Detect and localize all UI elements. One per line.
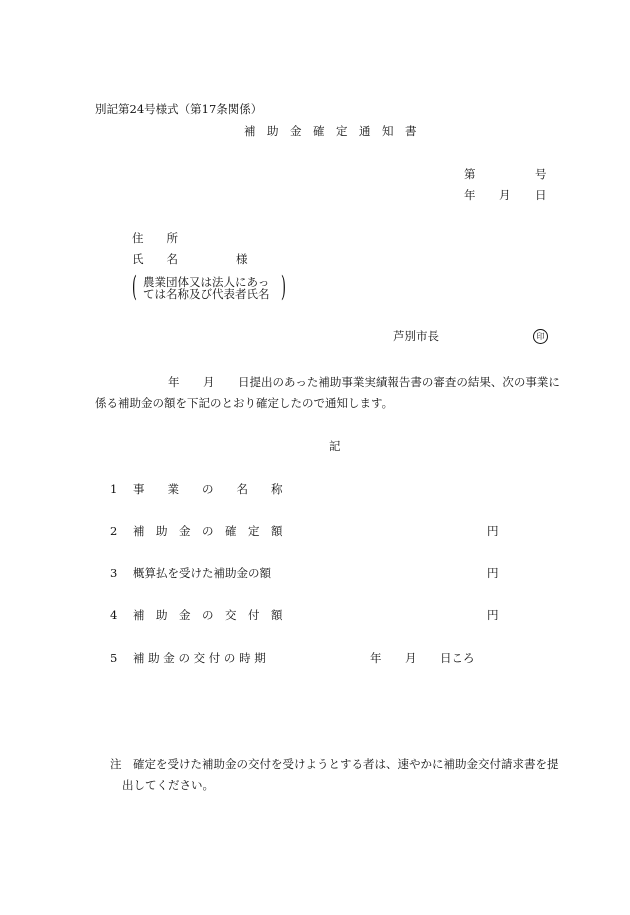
form-number-header: 別記第24号様式（第17条関係） xyxy=(95,102,263,116)
date-year: 年 xyxy=(464,188,476,202)
item-number: 3 xyxy=(110,566,118,580)
item-label: 補 助 金 の 交 付 額 xyxy=(133,608,283,622)
item-number: 1 xyxy=(110,482,118,496)
seal-icon: 印 xyxy=(533,329,548,344)
note-line-1: 農業団体又は法人にあっ xyxy=(143,275,270,289)
item-number: 4 xyxy=(110,608,118,622)
close-paren: ) xyxy=(281,270,286,303)
issuer-title: 芦別市長 xyxy=(393,329,439,343)
item-unit-yen: 円 xyxy=(487,524,499,538)
item-number: 2 xyxy=(110,524,118,538)
item-unit-yen: 円 xyxy=(487,566,499,580)
open-paren: ( xyxy=(132,270,137,303)
note-line-2: ては名称及び代表者氏名 xyxy=(143,287,270,301)
reference-go: 号 xyxy=(535,167,547,181)
item-year: 年 xyxy=(370,651,382,665)
item-label: 事 業 の 名 称 xyxy=(133,482,283,496)
item-label: 概算払を受けた補助金の額 xyxy=(133,566,271,580)
honorific-sama: 様 xyxy=(236,252,248,266)
name-label: 氏 名 xyxy=(132,252,178,266)
address-label: 住 所 xyxy=(132,231,178,245)
note-line-1: 確定を受けた補助金の交付を受けようとする者は、速やかに補助金交付請求書を提 xyxy=(133,757,559,771)
item-day-approx: 日ころ xyxy=(440,651,475,665)
date-day: 日 xyxy=(535,188,547,202)
body-year: 年 xyxy=(168,375,180,389)
body-month: 月 xyxy=(203,375,215,389)
note-mark: 注 xyxy=(110,757,122,771)
item-label: 補 助 金 の 交 付 の 時 期 xyxy=(133,651,266,665)
note-line-2: 出してください。 xyxy=(122,778,214,792)
item-month: 月 xyxy=(405,651,417,665)
item-number: 5 xyxy=(110,651,118,665)
item-label: 補 助 金 の 確 定 額 xyxy=(133,524,283,538)
document-title: 補 助 金 確 定 通 知 書 xyxy=(244,124,417,138)
representative-note xyxy=(132,270,286,305)
date-month: 月 xyxy=(499,188,511,202)
body-line-2: 係る補助金の額を下記のとおり確定したので通知します。 xyxy=(95,396,394,410)
ki-heading: 記 xyxy=(329,439,341,453)
reference-dai: 第 xyxy=(464,167,476,181)
body-line-1: 日提出のあった補助事業実績報告書の審査の結果、次の事業に xyxy=(238,375,560,389)
item-unit-yen: 円 xyxy=(487,608,499,622)
